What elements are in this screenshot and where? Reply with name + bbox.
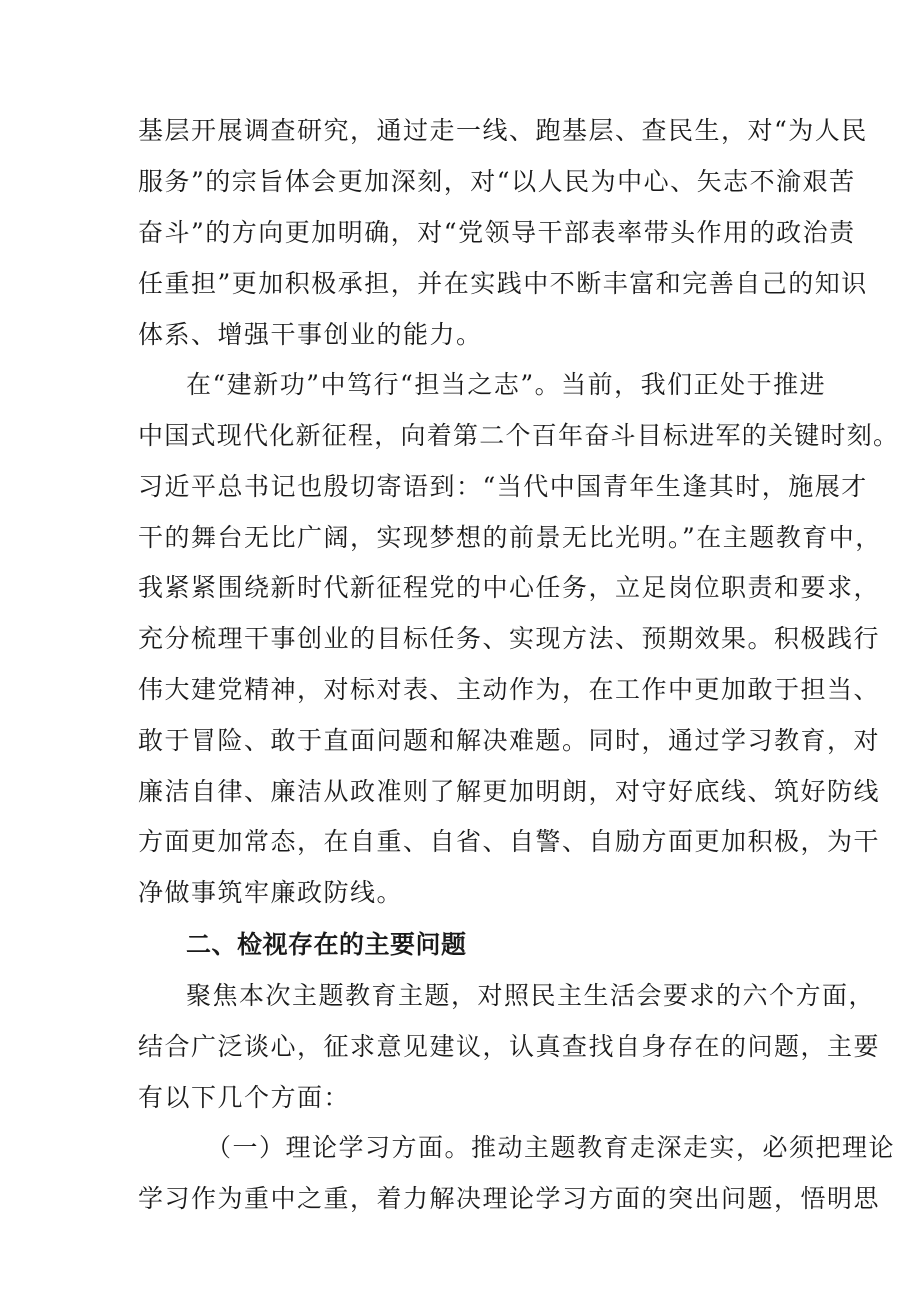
text-line: 我紧紧围绕新时代新征程党的中心任务，立足岗位职责和要求， bbox=[138, 573, 881, 602]
text-line: 服务”的宗旨体会更加深刻，对“以人民为中心、矢志不渝艰苦 bbox=[138, 167, 856, 196]
text-line: （一）理论学习方面。推动主题教育走深走实，必须把理论 bbox=[206, 1133, 896, 1162]
text-line: 中国式现代化新征程，向着第二个百年奋斗目标进军的关键时刻。 bbox=[138, 421, 900, 450]
text-line: 方面更加常态，在自重、自省、自警、自励方面更加积极，为干 bbox=[138, 827, 881, 856]
text-line: 习近平总书记也殷切寄语到：“当代中国青年生逢其时，施展才 bbox=[138, 472, 868, 501]
text-line: 伟大建党精神，对标对表、主动作为，在工作中更加敢于担当、 bbox=[138, 675, 881, 704]
text-line: 基层开展调查研究，通过走一线、跑基层、查民生，对“为人民 bbox=[138, 116, 868, 145]
text-line: 廉洁自律、廉洁从政准则了解更加明朗，对守好底线、筑好防线 bbox=[138, 777, 881, 806]
text-line: 充分梳理干事创业的目标任务、实现方法、预期效果。积极践行 bbox=[138, 624, 881, 653]
text-line: 在“建新功”中笃行“担当之志”。当前，我们正处于推进 bbox=[186, 370, 827, 399]
text-line: 奋斗”的方向更加明确，对“党领导干部表率带头作用的政治责 bbox=[138, 218, 856, 247]
text-line: 敢于冒险、敢于直面问题和解决难题。同时，通过学习教育，对 bbox=[138, 726, 881, 755]
text-line: 有以下几个方面： bbox=[138, 1083, 351, 1112]
section-heading: 二、检视存在的主要问题 bbox=[186, 930, 467, 959]
text-line: 干的舞台无比广阔，实现梦想的前景无比光明。”在主题教育中， bbox=[138, 523, 882, 552]
text-line: 体系、增强干事创业的能力。 bbox=[138, 320, 483, 349]
text-line: 学习作为重中之重，着力解决理论学习方面的突出问题，悟明思 bbox=[138, 1184, 881, 1213]
text-line: 结合广泛谈心，征求意见建议，认真查找自身存在的问题，主要 bbox=[138, 1032, 881, 1061]
text-line: 聚焦本次主题教育主题，对照民主生活会要求的六个方面， bbox=[186, 981, 876, 1010]
text-line: 净做事筑牢廉政防线。 bbox=[138, 878, 404, 907]
text-line: 任重担”更加积极承担，并在实践中不断丰富和完善自己的知识 bbox=[138, 269, 868, 298]
